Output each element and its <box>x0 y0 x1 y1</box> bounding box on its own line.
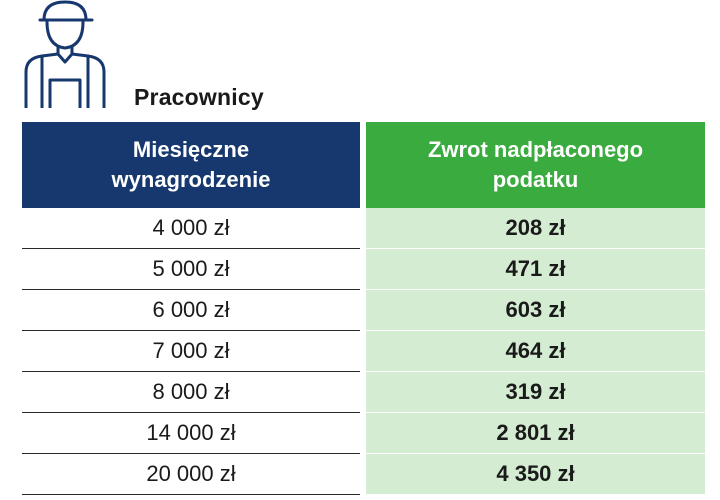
salary-cell: 5 000 zł <box>22 249 360 290</box>
salary-cell: 6 000 zł <box>22 290 360 331</box>
refund-cell: 2 801 zł <box>366 413 705 454</box>
refund-cell: 319 zł <box>366 372 705 413</box>
header-salary: Miesięczne wynagrodzenie <box>22 122 360 208</box>
refund-cell: 471 zł <box>366 249 705 290</box>
refund-cell: 603 zł <box>366 290 705 331</box>
worker-icon <box>20 0 110 108</box>
salary-cell: 4 000 zł <box>22 208 360 249</box>
header-refund: Zwrot nadpłaconego podatku <box>366 122 705 208</box>
table-row <box>22 454 705 495</box>
refund-table <box>22 122 705 495</box>
refund-cell: 208 zł <box>366 208 705 249</box>
salary-cell: 7 000 zł <box>22 331 360 372</box>
salary-cell: 14 000 zł <box>22 413 360 454</box>
refund-cell: 464 zł <box>366 331 705 372</box>
table-header-row <box>22 122 705 208</box>
table-row <box>22 372 705 413</box>
refund-cell: 4 350 zł <box>366 454 705 495</box>
section-title: Pracownicy <box>134 84 264 110</box>
salary-cell: 20 000 zł <box>22 454 360 495</box>
table-row <box>22 249 705 290</box>
table-row <box>22 331 705 372</box>
table-row <box>22 290 705 331</box>
table-row <box>22 413 705 454</box>
table-row <box>22 208 705 249</box>
salary-cell: 8 000 zł <box>22 372 360 413</box>
